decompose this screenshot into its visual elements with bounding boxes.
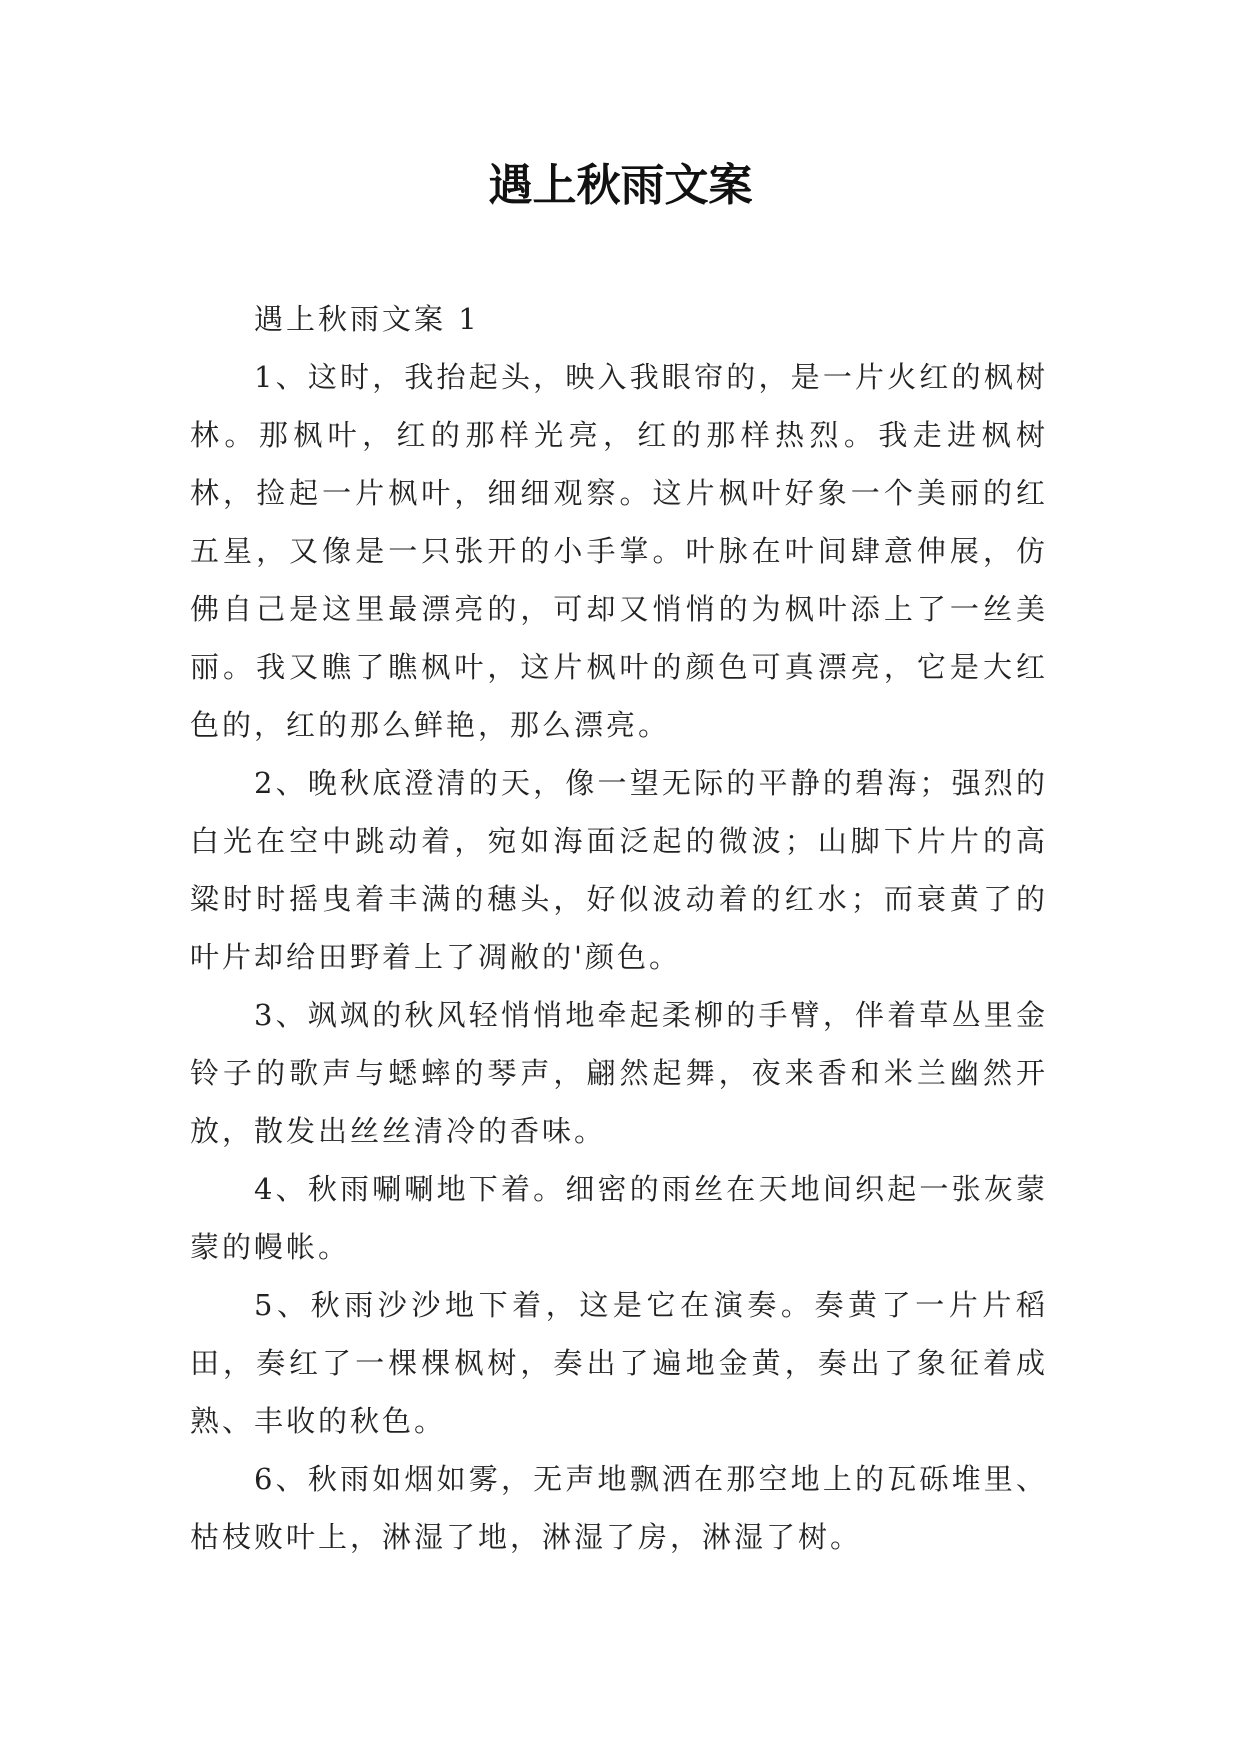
paragraph-2: 2、晚秋底澄清的天，像一望无际的平静的碧海；强烈的白光在空中跳动着，宛如海面泛起的微波；山脚下片片的高粱时时摇曳着丰满的穗头，好似波动着的红水；而衰黄了的叶片却给田野着上了凋敝的'颜色。 xyxy=(190,766,1048,974)
document-body xyxy=(190,290,1048,1566)
paragraph-1: 1、这时，我抬起头，映入我眼帘的，是一片火红的枫树林。那枫叶，红的那样光亮，红的那样热烈。我走进枫树林，捡起一片枫叶，细细观察。这片枫叶好象一个美丽的红五星，又像是一只张开的小手掌。叶脉在叶间肆意伸展，仿佛自己是这里最漂亮的，可却又悄悄的为枫叶添上了一丝美丽。我又瞧了瞧枫叶，这片枫叶的颜色可真漂亮，它是大红色的，红的那么鲜艳，那么漂亮。 xyxy=(190,360,1048,742)
paragraph-3: 3、飒飒的秋风轻悄悄地牵起柔柳的手臂，伴着草丛里金铃子的歌声与蟋蟀的琴声，翩然起舞，夜来香和米兰幽然开放，散发出丝丝清冷的香味。 xyxy=(190,998,1048,1148)
section-heading: 遇上秋雨文案 1 xyxy=(254,302,480,336)
paragraph-4: 4、秋雨唰唰地下着。细密的雨丝在天地间织起一张灰蒙蒙的幔帐。 xyxy=(190,1172,1048,1264)
document-title: 遇上秋雨文案 xyxy=(488,160,753,211)
paragraph-6: 6、秋雨如烟如雾，无声地飘洒在那空地上的瓦砾堆里、枯枝败叶上，淋湿了地，淋湿了房，淋湿了树。 xyxy=(190,1462,1048,1554)
paragraph-5: 5、秋雨沙沙地下着，这是它在演奏。奏黄了一片片稻田，奏红了一棵棵枫树，奏出了遍地金黄，奏出了象征着成熟、丰收的秋色。 xyxy=(190,1288,1048,1438)
